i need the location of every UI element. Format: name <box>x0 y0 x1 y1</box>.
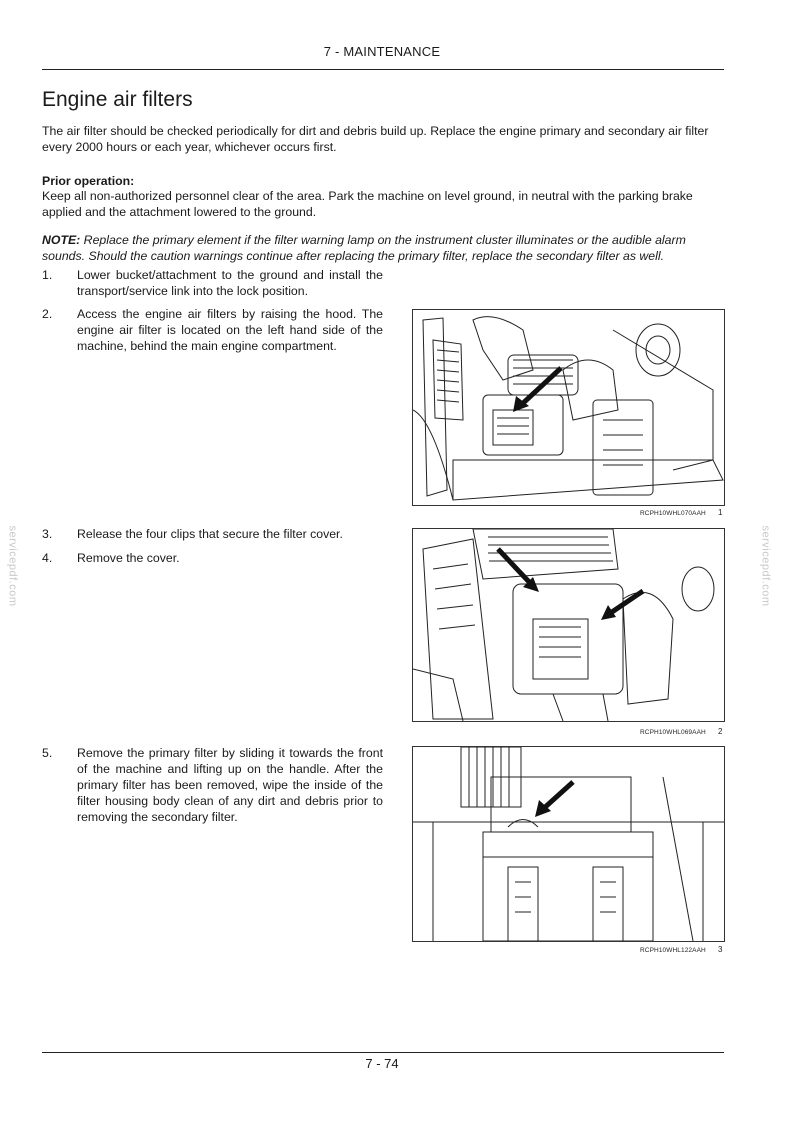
figure-engine-bay <box>412 309 725 506</box>
step-text: Lower bucket/attachment to the ground and install the transport/service link into the lock position. <box>77 268 383 298</box>
figure-code: RCPH10WHL122AAH <box>640 947 706 954</box>
step-text: Remove the primary filter by sliding it towards the front of the machine and lifting up on the handle. After the primary filter has been removed, wipe the inside of the filter housing body clean of any dirt and debris prior to removing the secondary filter. <box>77 746 383 824</box>
page-title: Engine air filters <box>42 88 193 111</box>
step-text: Release the four clips that secure the filter cover. <box>77 527 343 541</box>
note-label: NOTE: <box>42 233 81 247</box>
page-number: 7 - 74 <box>365 1056 399 1071</box>
watermark-right: servicepdf.com <box>759 525 772 607</box>
figure-number: 3 <box>718 945 723 954</box>
watermark-left: servicepdf.com <box>6 525 19 607</box>
engine-bay-illustration <box>413 310 724 505</box>
running-header: 7 - MAINTENANCE <box>323 44 441 59</box>
figure-filter-clips <box>412 528 725 722</box>
step-number: 1. <box>42 268 53 282</box>
arrow-icon <box>601 591 643 620</box>
prior-operation-text: Keep all non-authorized personnel clear of the area. Park the machine on level ground, in neutral with the parking brake applied and the attachment lowered to the ground. <box>42 189 693 219</box>
figure-number: 2 <box>718 727 723 736</box>
arrow-icon <box>498 549 539 592</box>
figure-primary-filter <box>412 746 725 942</box>
footer-rule <box>42 1052 724 1053</box>
note-paragraph <box>42 232 724 264</box>
step-number: 5. <box>42 746 53 760</box>
figure-code: RCPH10WHL069AAH <box>640 729 706 736</box>
step-number: 2. <box>42 307 53 321</box>
figure-number: 1 <box>718 508 723 517</box>
filter-clips-illustration <box>413 529 724 721</box>
note-text: Replace the primary element if the filter warning lamp on the instrument cluster illuminates or the audible alarm sounds. Should the caution warnings continue after replacing the primary filter, replace the secondary filter as well. <box>42 233 686 263</box>
step-text: Remove the cover. <box>77 551 180 565</box>
step-number: 4. <box>42 551 53 565</box>
primary-filter-illustration <box>413 747 724 941</box>
intro-paragraph: The air filter should be checked periodically for dirt and debris build up. Replace the engine primary and secondary air filter every 2000 hours or each year, whichever occurs first. <box>42 124 709 154</box>
prior-operation-heading: Prior operation: <box>42 174 135 188</box>
step-number: 3. <box>42 527 53 541</box>
header-rule <box>42 69 724 70</box>
figure-code: RCPH10WHL070AAH <box>640 510 706 517</box>
step-text: Access the engine air filters by raising the hood. The engine air filter is located on the left hand side of the machine, behind the main engine compartment. <box>77 307 383 353</box>
arrow-icon <box>535 782 573 817</box>
